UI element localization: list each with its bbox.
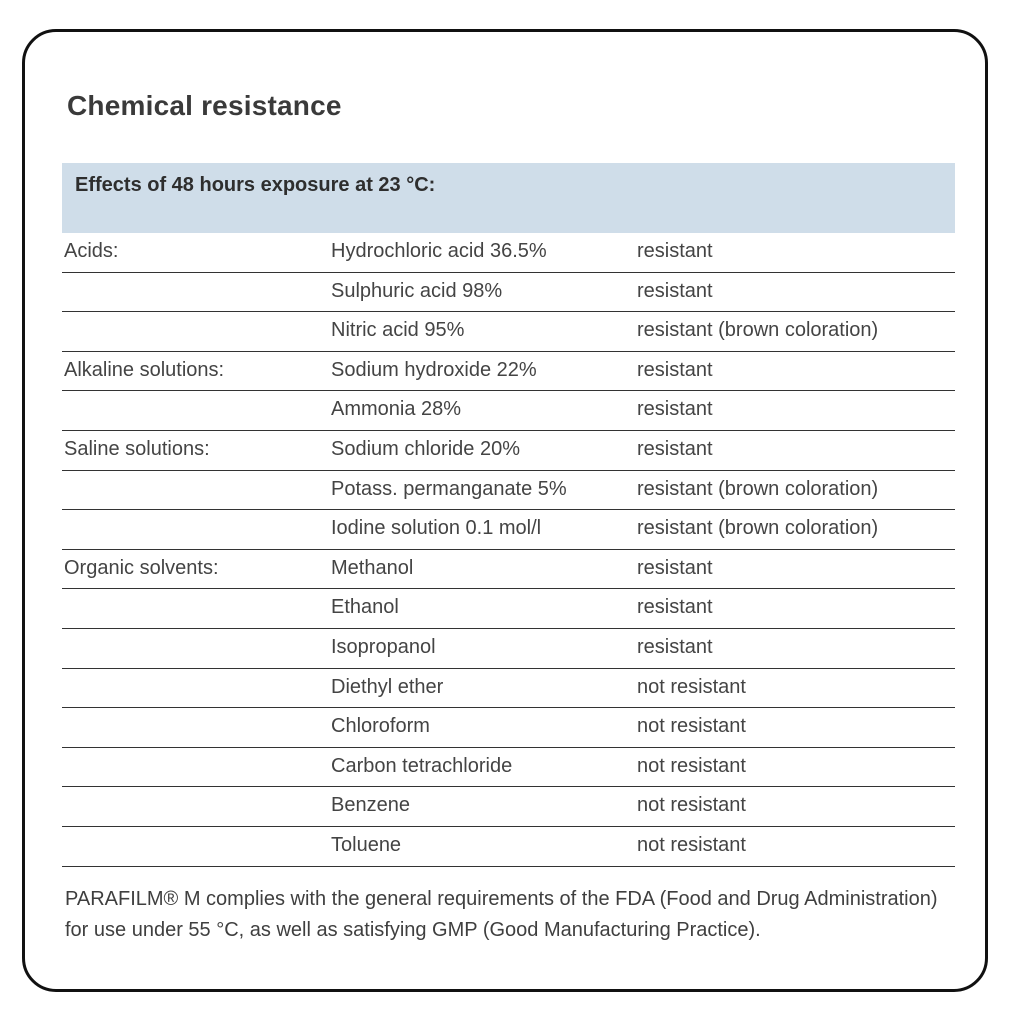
- page-title: Chemical resistance: [67, 90, 342, 121]
- result-cell: resistant (brown coloration): [637, 319, 879, 342]
- table-header-text: Effects of 48 hours exposure at 23 °C:: [75, 174, 436, 196]
- result-cell: resistant: [637, 358, 713, 381]
- table-row: [62, 669, 955, 709]
- table-row: [62, 629, 955, 669]
- chemical-cell: Ammonia 28%: [331, 398, 462, 421]
- result-cell: not resistant: [637, 715, 746, 738]
- chemical-cell: Nitric acid 95%: [331, 319, 465, 342]
- result-cell: not resistant: [637, 675, 746, 698]
- table-row: [62, 391, 955, 431]
- table-row: [62, 510, 955, 550]
- table-row: [62, 312, 955, 352]
- result-cell: resistant: [637, 556, 713, 579]
- table-row: [62, 273, 955, 313]
- result-cell: resistant: [637, 279, 713, 302]
- table-header-band: [62, 163, 955, 233]
- table-row: [62, 431, 955, 471]
- chemical-cell: Sulphuric acid 98%: [331, 279, 503, 302]
- chemical-cell: Sodium chloride 20%: [331, 437, 520, 460]
- result-cell: not resistant: [637, 794, 746, 817]
- category-cell: Saline solutions:: [64, 437, 210, 460]
- chemical-cell: Chloroform: [331, 715, 430, 738]
- result-cell: resistant: [637, 635, 713, 658]
- chemical-cell: Potass. permanganate 5%: [331, 477, 567, 500]
- table-row: [62, 233, 955, 273]
- table-row: [62, 471, 955, 511]
- table-row: [62, 352, 955, 392]
- footnote-text: PARAFILM® M complies with the general requirements of the FDA (Food and Drug Administration) for use under 55 °C, as well as satisfying GMP (Good Manufacturing Practice).: [65, 888, 938, 941]
- chemical-cell: Isopropanol: [331, 635, 436, 658]
- table-row: [62, 827, 955, 867]
- result-cell: not resistant: [637, 833, 746, 856]
- chemical-resistance-card: [22, 29, 988, 992]
- chemical-cell: Sodium hydroxide 22%: [331, 358, 537, 381]
- chemical-cell: Benzene: [331, 794, 410, 817]
- resistance-table: [62, 233, 955, 867]
- table-row: [62, 589, 955, 629]
- result-cell: resistant (brown coloration): [637, 477, 879, 500]
- result-cell: resistant: [637, 437, 713, 460]
- chemical-cell: Ethanol: [331, 596, 399, 619]
- chemical-cell: Carbon tetrachloride: [331, 754, 513, 777]
- result-cell: not resistant: [637, 754, 746, 777]
- result-cell: resistant: [637, 596, 713, 619]
- result-cell: resistant: [637, 240, 713, 262]
- chemical-cell: Methanol: [331, 556, 414, 579]
- result-cell: resistant: [637, 398, 713, 421]
- table-row: [62, 787, 955, 827]
- chemical-cell: Hydrochloric acid 36.5%: [331, 240, 547, 262]
- result-cell: resistant (brown coloration): [637, 517, 879, 540]
- chemical-cell: Toluene: [331, 833, 402, 856]
- category-cell: Acids:: [64, 240, 119, 262]
- chemical-cell: Iodine solution 0.1 mol/l: [331, 517, 542, 540]
- chemical-cell: Diethyl ether: [331, 675, 444, 698]
- category-cell: Organic solvents:: [64, 556, 219, 579]
- table-row: [62, 550, 955, 590]
- category-cell: Alkaline solutions:: [64, 358, 225, 381]
- table-row: [62, 708, 955, 748]
- table-row: [62, 748, 955, 788]
